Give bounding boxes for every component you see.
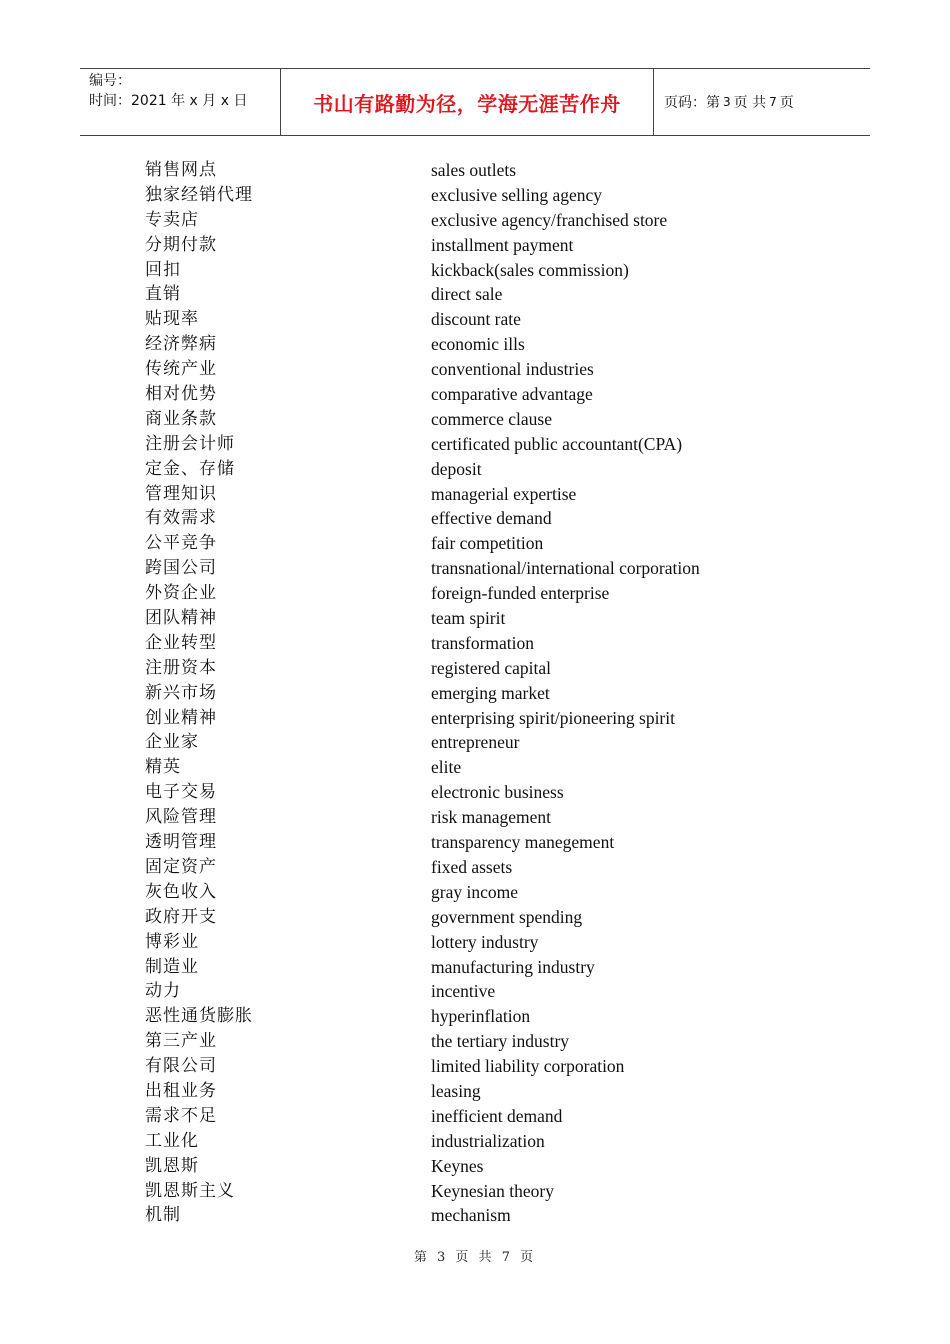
- document-date: 时间：2021 年 x 月 x 日: [89, 93, 248, 109]
- term-chinese: 工业化: [145, 1130, 199, 1151]
- glossary-row: [145, 780, 825, 805]
- term-english: deposit: [431, 458, 482, 479]
- glossary-row: [145, 432, 825, 457]
- glossary-row: [145, 706, 825, 731]
- term-chinese: 凯恩斯主义: [145, 1180, 235, 1201]
- term-english: entrepreneur: [431, 732, 520, 753]
- term-english: transformation: [431, 632, 535, 653]
- glossary-row: [145, 681, 825, 706]
- term-chinese: 定金、存储: [145, 458, 235, 479]
- glossary-row: [145, 656, 825, 681]
- glossary-row: [145, 1079, 825, 1104]
- term-english: Keynesian theory: [431, 1180, 554, 1201]
- page-total: 7: [769, 95, 777, 109]
- glossary-row: [145, 531, 825, 556]
- term-chinese: 分期付款: [145, 234, 217, 255]
- glossary-row: [145, 1179, 825, 1204]
- term-english: electronic business: [431, 782, 564, 803]
- term-english: elite: [431, 757, 462, 778]
- glossary-row: [145, 332, 825, 357]
- term-english: transparency manegement: [431, 832, 615, 853]
- glossary-row: [145, 1203, 825, 1228]
- term-english: discount rate: [431, 309, 521, 330]
- glossary-list: [145, 158, 825, 1228]
- term-english: Keynes: [431, 1155, 484, 1176]
- term-chinese: 经济弊病: [145, 334, 217, 355]
- term-chinese: 需求不足: [145, 1105, 217, 1126]
- term-chinese: 固定资产: [145, 856, 217, 877]
- term-chinese: 电子交易: [145, 782, 217, 803]
- term-english: transnational/international corporation: [431, 558, 700, 579]
- glossary-row: [145, 556, 825, 581]
- term-english: sales outlets: [431, 160, 517, 180]
- term-chinese: 相对优势: [145, 384, 217, 405]
- glossary-row: [145, 282, 825, 307]
- header-page-info: [654, 69, 870, 135]
- term-english: team spirit: [431, 608, 506, 629]
- page-prefix: 页码：第: [664, 95, 720, 111]
- glossary-row: [145, 830, 825, 855]
- term-english: economic ills: [431, 334, 525, 355]
- glossary-row: [145, 1129, 825, 1154]
- glossary-row: [145, 930, 825, 955]
- term-chinese: 回扣: [145, 259, 181, 280]
- term-chinese: 出租业务: [145, 1080, 217, 1101]
- term-chinese: 商业条款: [145, 408, 217, 429]
- term-chinese: 凯恩斯: [145, 1155, 199, 1176]
- term-english: enterprising spirit/pioneering spirit: [431, 707, 675, 728]
- glossary-row: [145, 581, 825, 606]
- term-english: fair competition: [431, 533, 544, 554]
- page-suffix: 页: [779, 95, 794, 111]
- header-motto: 书山有路勤为径，学海无涯苦作舟: [313, 91, 621, 116]
- term-chinese: 直销: [145, 284, 181, 305]
- term-english: industrialization: [431, 1130, 545, 1151]
- term-english: hyperinflation: [431, 1006, 531, 1027]
- glossary-row: [145, 730, 825, 755]
- term-chinese: 传统产业: [145, 359, 217, 380]
- term-chinese: 灰色收入: [145, 881, 217, 902]
- term-chinese: 精英: [145, 757, 181, 778]
- term-english: direct sale: [431, 284, 503, 305]
- term-chinese: 注册资本: [145, 657, 217, 678]
- glossary-row: [145, 208, 825, 233]
- glossary-row: [145, 979, 825, 1004]
- glossary-row: [145, 382, 825, 407]
- glossary-row: [145, 1004, 825, 1029]
- glossary-row: [145, 158, 825, 183]
- term-chinese: 透明管理: [145, 832, 217, 853]
- glossary-row: [145, 183, 825, 208]
- term-english: leasing: [431, 1080, 481, 1101]
- term-chinese: 销售网点: [145, 160, 217, 180]
- glossary-row: [145, 457, 825, 482]
- term-chinese: 跨国公司: [145, 558, 217, 579]
- term-english: manufacturing industry: [431, 956, 595, 977]
- term-chinese: 注册会计师: [145, 433, 235, 454]
- term-chinese: 有效需求: [145, 508, 217, 529]
- term-english: managerial expertise: [431, 483, 577, 504]
- term-chinese: 创业精神: [145, 707, 217, 728]
- glossary-row: [145, 631, 825, 656]
- term-chinese: 第三产业: [145, 1031, 217, 1052]
- term-english: incentive: [431, 981, 496, 1002]
- glossary-row: [145, 755, 825, 780]
- term-english: inefficient demand: [431, 1105, 563, 1126]
- term-english: gray income: [431, 881, 518, 902]
- term-chinese: 博彩业: [145, 931, 199, 952]
- glossary-row: [145, 307, 825, 332]
- term-english: risk management: [431, 807, 552, 828]
- term-english: foreign-funded enterprise: [431, 583, 610, 604]
- glossary-row: [145, 1029, 825, 1054]
- term-chinese: 独家经销代理: [145, 184, 253, 205]
- header-meta: [80, 69, 281, 135]
- glossary-row: [145, 880, 825, 905]
- glossary-row: [145, 1154, 825, 1179]
- glossary-row: [145, 407, 825, 432]
- term-english: emerging market: [431, 682, 550, 703]
- page-current: 3: [723, 95, 731, 109]
- page-footer: 第 3 页 共 7 页: [413, 1250, 537, 1265]
- term-english: installment payment: [431, 234, 574, 255]
- term-english: government spending: [431, 906, 583, 927]
- glossary-row: [145, 606, 825, 631]
- term-chinese: 动力: [145, 981, 181, 1002]
- term-english: registered capital: [431, 657, 552, 678]
- glossary-row: [145, 233, 825, 258]
- glossary-row: [145, 855, 825, 880]
- page-header: [80, 68, 870, 136]
- term-english: lottery industry: [431, 931, 539, 952]
- term-chinese: 恶性通货膨胀: [145, 1006, 253, 1027]
- term-chinese: 机制: [145, 1205, 181, 1226]
- term-english: comparative advantage: [431, 384, 593, 405]
- glossary-row: [145, 482, 825, 507]
- term-english: fixed assets: [431, 856, 513, 877]
- term-english: conventional industries: [431, 359, 594, 380]
- glossary-row: [145, 357, 825, 382]
- term-english: limited liability corporation: [431, 1056, 625, 1077]
- term-english: exclusive selling agency: [431, 184, 603, 205]
- glossary-row: [145, 1054, 825, 1079]
- page-mid: 页 共: [733, 95, 767, 111]
- term-chinese: 制造业: [145, 956, 199, 977]
- term-english: the tertiary industry: [431, 1031, 570, 1052]
- term-chinese: 贴现率: [145, 309, 199, 330]
- glossary-row: [145, 805, 825, 830]
- term-chinese: 公平竞争: [145, 533, 217, 554]
- term-chinese: 政府开支: [145, 906, 217, 927]
- term-chinese: 外资企业: [145, 583, 217, 604]
- term-chinese: 新兴市场: [145, 682, 217, 703]
- term-english: exclusive agency/franchised store: [431, 209, 668, 230]
- glossary-row: [145, 258, 825, 283]
- glossary-row: [145, 506, 825, 531]
- term-chinese: 企业家: [145, 732, 199, 753]
- term-chinese: 专卖店: [145, 209, 199, 230]
- header-motto-cell: [281, 69, 654, 135]
- term-chinese: 企业转型: [145, 632, 217, 653]
- glossary-row: [145, 955, 825, 980]
- glossary-row: [145, 905, 825, 930]
- term-english: commerce clause: [431, 408, 552, 429]
- term-chinese: 有限公司: [145, 1056, 217, 1077]
- term-english: certificated public accountant(CPA): [431, 433, 683, 454]
- term-chinese: 风险管理: [145, 807, 217, 828]
- term-chinese: 管理知识: [145, 483, 217, 504]
- term-english: effective demand: [431, 508, 552, 529]
- term-english: kickback(sales commission): [431, 259, 629, 280]
- glossary-row: [145, 1104, 825, 1129]
- document-number-label: 编号：: [89, 73, 131, 89]
- term-english: mechanism: [431, 1205, 511, 1226]
- term-chinese: 团队精神: [145, 608, 217, 629]
